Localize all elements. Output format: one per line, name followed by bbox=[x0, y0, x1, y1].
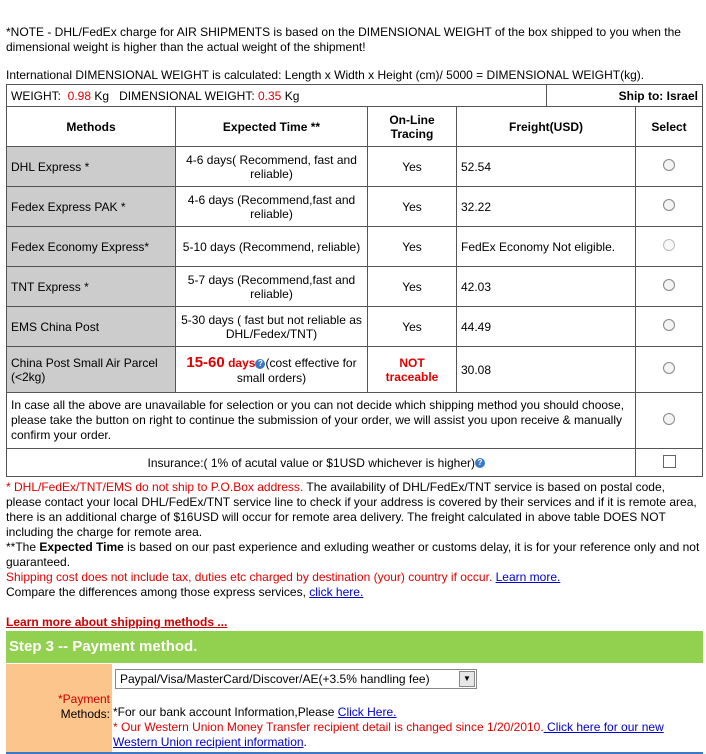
step3-header: Step 3 -- Payment method. bbox=[6, 631, 703, 663]
expected-time: 4-6 days( Recommend, fast and reliable) bbox=[176, 147, 368, 187]
expected-time: 5-30 days ( fast but not reliable as DHL/Fedex/TNT) bbox=[176, 307, 368, 347]
weight-summary: WEIGHT: 0.98 Kg DIMENSIONAL WEIGHT: 0.35 Kg bbox=[7, 85, 547, 107]
select-cell bbox=[636, 267, 703, 307]
freight: 32.22 bbox=[457, 187, 636, 227]
table-row bbox=[7, 307, 703, 347]
select-cell bbox=[636, 147, 703, 187]
ship-to: Ship to: Israel bbox=[546, 85, 703, 107]
help-icon[interactable]: ? bbox=[475, 458, 485, 468]
table-row bbox=[7, 227, 703, 267]
table-row bbox=[7, 187, 703, 227]
tracing: Yes bbox=[368, 307, 457, 347]
expected-time: 4-6 days (Recommend,fast and reliable) bbox=[176, 187, 368, 227]
table-row bbox=[7, 147, 703, 187]
western-union-link[interactable]: Click here for our new Western Union recipient information bbox=[113, 720, 664, 749]
freight: FedEx Economy Not eligible. bbox=[457, 227, 636, 267]
select-fedex-economy-radio bbox=[663, 239, 675, 251]
tracing: NOT traceable bbox=[368, 347, 457, 393]
header-freight: Freight(USD) bbox=[457, 107, 636, 147]
method-name: DHL Express * bbox=[7, 147, 176, 187]
select-cell bbox=[636, 307, 703, 347]
tracing: Yes bbox=[368, 267, 457, 307]
header-tracing: On-Line Tracing bbox=[368, 107, 457, 147]
compare-click-here-link[interactable]: click here. bbox=[309, 585, 364, 599]
unavailable-note: In case all the above are unavailable for selection or you can not decide which shipping method you should choose, please take the button on right to continue the submission of your order, we will assist you upon receive & manually confirm your order. bbox=[7, 393, 636, 449]
dimensional-weight-value: 0.35 bbox=[258, 88, 282, 103]
weight-value: 0.98 bbox=[67, 88, 92, 103]
header-expected-time: Expected Time ** bbox=[176, 107, 368, 147]
china-post-days: 15-60 bbox=[186, 354, 225, 371]
help-icon[interactable]: ? bbox=[255, 359, 265, 369]
freight: 44.49 bbox=[457, 307, 636, 347]
expected-time: 5-10 days (Recommend, reliable) bbox=[176, 227, 368, 267]
payment-info: *For our bank account Information,Please Click Here. * Our Western Union Money Transfer recipient detail is changed since 1/20/2010. Click here for our new Western Union recipient information. bbox=[113, 705, 664, 749]
header-select: Select bbox=[636, 107, 703, 147]
select-cell bbox=[636, 347, 703, 393]
learn-shipping-methods-link[interactable]: Learn more about shipping methods ... bbox=[6, 615, 228, 629]
freight: 52.54 bbox=[457, 147, 636, 187]
method-name: Fedex Express PAK * bbox=[7, 187, 176, 227]
freight: 30.08 bbox=[457, 347, 636, 393]
tracing: Yes bbox=[368, 227, 457, 267]
bank-info-link[interactable]: Click Here. bbox=[337, 705, 397, 719]
table-row bbox=[7, 393, 703, 449]
select-ems-radio[interactable] bbox=[663, 319, 675, 331]
select-cell bbox=[636, 393, 703, 449]
select-cell bbox=[636, 227, 703, 267]
method-name: China Post Small Air Parcel (<2kg) bbox=[7, 347, 176, 393]
table-header-row bbox=[7, 107, 703, 147]
select-cell bbox=[636, 449, 703, 477]
select-manual-radio[interactable] bbox=[663, 413, 675, 425]
footnotes: * DHL/FedEx/TNT/EMS do not ship to P.O.Box address. The availability of DHL/FedEx/TNT service is based on postal code, please contact your local DHL/FedEx/TNT service line to check if your address is covered by their services and if it is remote area, there is an additional charge of $16USD will occur for remote area delivery. The freight calculated in above table DOES NOT including the charge for remote area. **The Expected Time is based on our past experience and exluding weather or customs delay, it is for your reference only and not guaranteed. Shipping cost does not include tax, duties etc charged by destination (your) country if occur. Learn more. Compare the differences among those express services, click here. bbox=[6, 480, 700, 599]
select-dhl-radio[interactable] bbox=[663, 159, 675, 171]
payment-method-select[interactable]: Paypal/Visa/MasterCard/Discover/AE(+3.5% handling fee) ▼ bbox=[115, 669, 477, 689]
dimensional-formula-note: International DIMENSIONAL WEIGHT is calculated: Length x Width x Height (cm)/ 5000 = DIMENSIONAL WEIGHT(kg). bbox=[6, 68, 645, 82]
insurance-checkbox[interactable] bbox=[663, 455, 676, 468]
header-methods: Methods bbox=[7, 107, 176, 147]
tracing: Yes bbox=[368, 187, 457, 227]
select-cell bbox=[636, 187, 703, 227]
air-shipment-note: *NOTE - DHL/FedEx charge for AIR SHIPMENTS is based on the DIMENSIONAL WEIGHT of the box shipped to you when the dimensional weight is higher than the actual weight of the shipment! bbox=[6, 25, 681, 54]
tracing: Yes bbox=[368, 147, 457, 187]
select-tnt-radio[interactable] bbox=[663, 279, 675, 291]
shipping-methods-table bbox=[6, 84, 703, 477]
expected-time: 15-60 days ? (cost effective for small orders) bbox=[176, 347, 368, 393]
payment-methods-label: *Payment Methods: bbox=[6, 664, 112, 754]
expected-time: 5-7 days (Recommend,fast and reliable) bbox=[176, 267, 368, 307]
insurance-label: Insurance:( 1% of acutal value or $1USD whichever is higher) ? bbox=[7, 449, 636, 477]
payment-section bbox=[6, 664, 703, 754]
method-name: TNT Express * bbox=[7, 267, 176, 307]
method-name: EMS China Post bbox=[7, 307, 176, 347]
table-row bbox=[7, 347, 703, 393]
select-fedex-pak-radio[interactable] bbox=[663, 199, 675, 211]
chevron-down-icon[interactable]: ▼ bbox=[459, 671, 475, 687]
learn-more-link[interactable]: Learn more. bbox=[495, 570, 561, 584]
weight-summary-row bbox=[7, 85, 703, 107]
table-row bbox=[7, 267, 703, 307]
insurance-row bbox=[7, 449, 703, 477]
select-china-post-radio[interactable] bbox=[663, 362, 675, 374]
method-name: Fedex Economy Express* bbox=[7, 227, 176, 267]
freight: 42.03 bbox=[457, 267, 636, 307]
